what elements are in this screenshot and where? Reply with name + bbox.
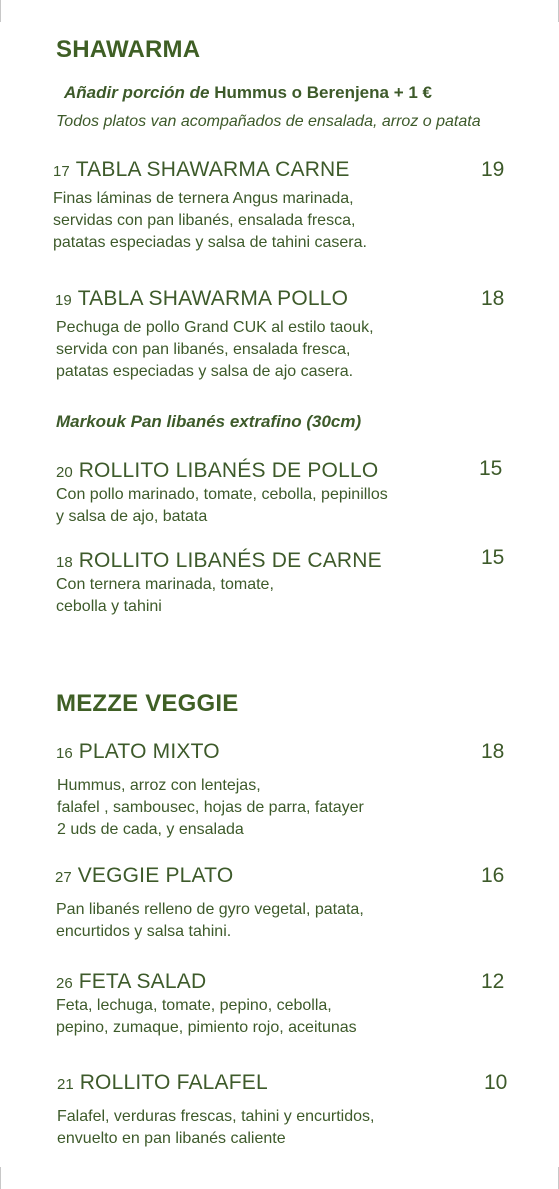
description-line: y salsa de ajo, batata: [56, 508, 208, 525]
crop-mark-top-left: [0, 0, 1, 22]
description-line: envuelto en pan libanés caliente: [57, 1130, 286, 1147]
dish-description: [56, 484, 388, 528]
dish-name: VEGGIE PLATO: [77, 864, 234, 887]
description-line: Con pollo marinado, tomate, cebolla, pepinillos: [56, 486, 388, 503]
description-line: patatas especiadas y salsa de ajo casera.: [56, 363, 354, 380]
dish-description: [53, 188, 367, 254]
description-line: Feta, lechuga, tomate, pepino, cebolla,: [56, 997, 332, 1014]
crop-mark-bottom-left: [0, 1167, 1, 1189]
dish-header: [55, 287, 348, 311]
description-line: servidas con pan libanés, ensalada fresca,: [53, 212, 356, 229]
dish-header: [56, 549, 382, 573]
dish-number: 21: [57, 1076, 74, 1093]
addon-item: Hummus o Berenjena + 1 €: [214, 83, 432, 102]
description-line: falafel , sambousec, hojas de parra, fatayer: [57, 799, 364, 816]
description-line: Pechuga de pollo Grand CUK al estilo taouk,: [56, 319, 374, 336]
addon-note: [64, 83, 432, 103]
dish-number: 27: [55, 869, 72, 886]
dish-header: [56, 970, 206, 994]
dish-name: TABLA SHAWARMA CARNE: [75, 158, 350, 181]
dish-header: [53, 158, 350, 182]
dish-description: [56, 317, 374, 383]
dish-number: 19: [55, 292, 72, 309]
dish-header: [56, 459, 378, 483]
section-title-mezze-veggie: MEZZE VEGGIE: [56, 690, 239, 717]
dish-name: FETA SALAD: [78, 970, 207, 993]
dish-number: 26: [56, 975, 73, 992]
dish-description: [57, 1106, 374, 1150]
markouk-note: Markouk Pan libanés extrafino (30cm): [56, 412, 362, 431]
dish-header: [55, 864, 233, 888]
dish-name: ROLLITO FALAFEL: [79, 1071, 268, 1094]
dish-price: 10: [484, 1071, 508, 1094]
dish-price: 19: [481, 158, 505, 181]
dish-name: ROLLITO LIBANÉS DE CARNE: [78, 549, 382, 572]
dish-description: [56, 574, 274, 618]
description-line: pepino, zumaque, pimiento rojo, aceitunas: [56, 1019, 357, 1036]
dish-header: [56, 740, 220, 764]
dish-number: 20: [56, 464, 73, 481]
dish-description: [57, 775, 364, 841]
description-line: Falafel, verduras frescas, tahini y encurtidos,: [57, 1108, 375, 1125]
dish-name: PLATO MIXTO: [78, 740, 220, 763]
addon-prefix: Añadir porción de: [64, 83, 210, 102]
section-title-shawarma: SHAWARMA: [56, 36, 201, 63]
dish-price: 18: [481, 287, 505, 310]
dish-price: 18: [481, 740, 505, 763]
dish-number: 17: [53, 163, 70, 180]
description-line: patatas especiadas y salsa de tahini casera.: [53, 234, 367, 251]
description-line: servida con pan libanés, ensalada fresca,: [56, 341, 351, 358]
description-line: 2 uds de cada, y ensalada: [57, 821, 244, 838]
dish-description: [56, 995, 357, 1039]
dish-price: 15: [479, 457, 503, 480]
dish-number: 16: [56, 745, 73, 762]
description-line: Con ternera marinada, tomate,: [56, 576, 274, 593]
dish-price: 12: [481, 970, 505, 993]
dish-name: TABLA SHAWARMA POLLO: [77, 287, 349, 310]
dish-name: ROLLITO LIBANÉS DE POLLO: [78, 459, 379, 482]
description-line: Finas láminas de ternera Angus marinada,: [53, 190, 354, 207]
dish-price: 15: [481, 546, 505, 569]
dish-price: 16: [481, 864, 505, 887]
description-line: encurtidos y salsa tahini.: [56, 923, 232, 940]
description-line: Pan libanés relleno de gyro vegetal, patata,: [56, 901, 364, 918]
accompaniment-note: Todos platos van acompañados de ensalada, arroz o patata: [56, 113, 481, 130]
description-line: cebolla y tahini: [56, 598, 162, 615]
dish-header: [57, 1071, 268, 1095]
dish-description: [56, 899, 364, 943]
description-line: Hummus, arroz con lentejas,: [57, 777, 261, 794]
dish-number: 18: [56, 554, 73, 571]
